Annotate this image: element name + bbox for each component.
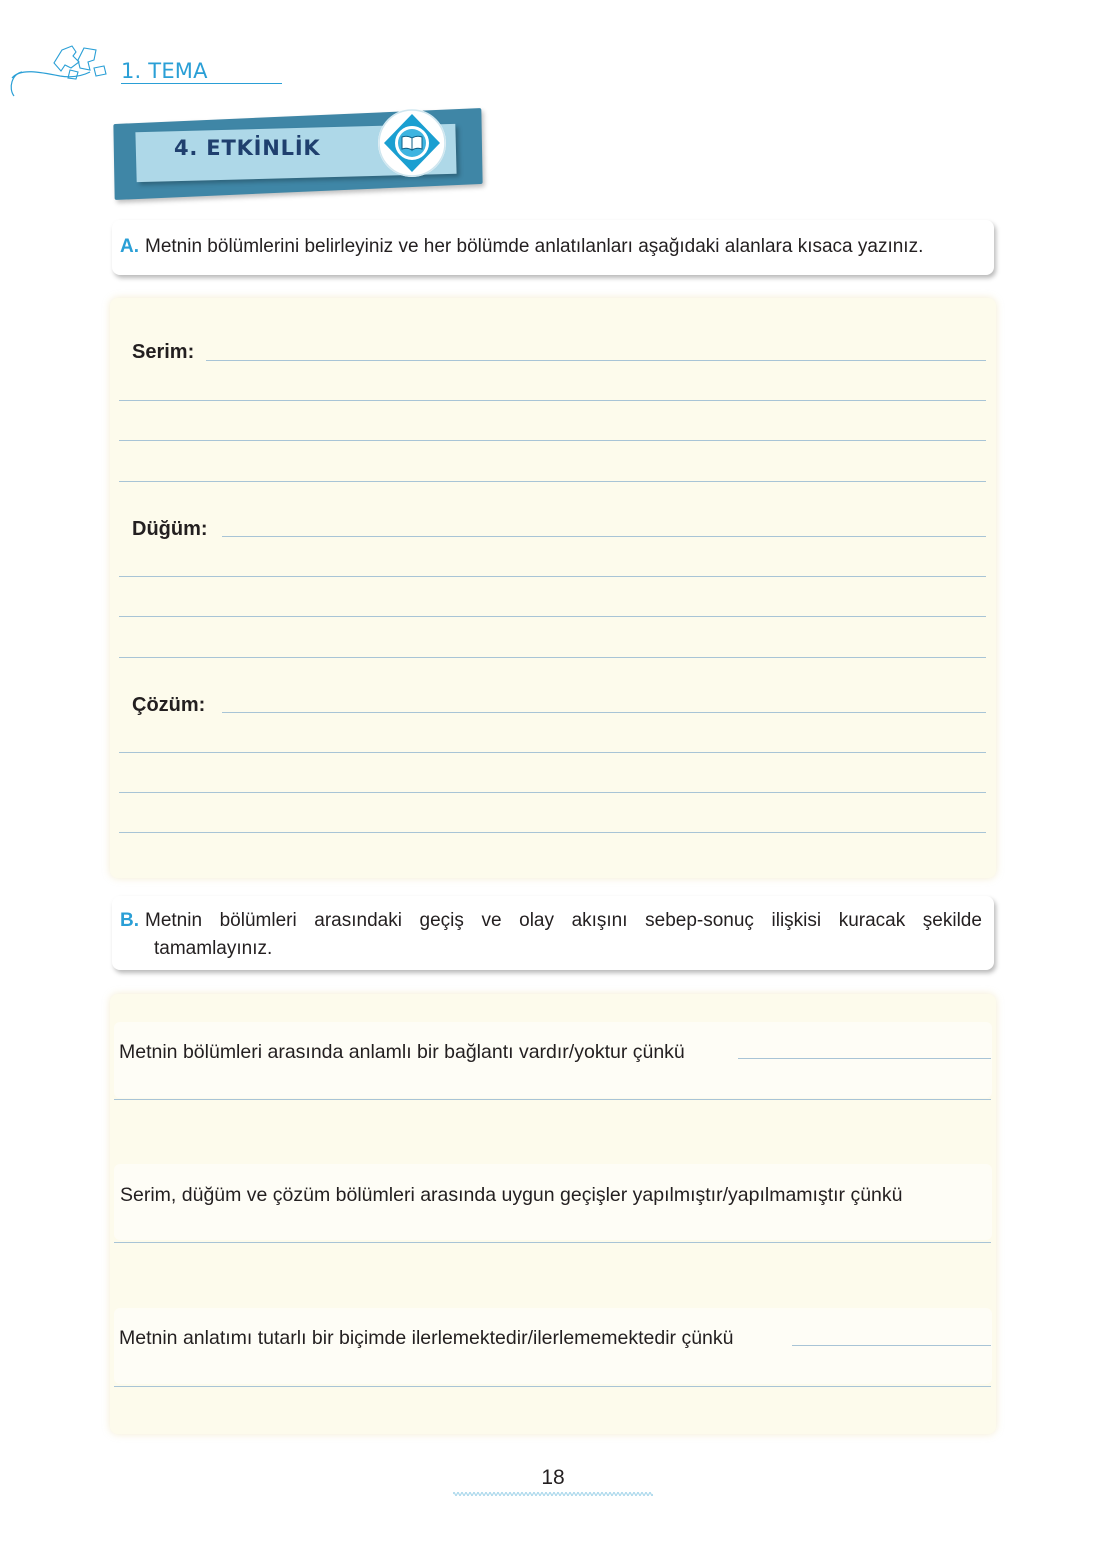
instruction-b-word: kuracak <box>838 910 906 931</box>
instruction-a-letter: A. <box>120 236 139 257</box>
answer-line[interactable] <box>114 1386 991 1387</box>
instruction-b-letter: B. <box>120 910 139 931</box>
answer-line[interactable] <box>114 1099 991 1100</box>
instruction-b <box>112 896 994 970</box>
answer-line[interactable] <box>119 616 986 617</box>
theme-label: 1. TEMA <box>121 59 208 83</box>
answer-line[interactable] <box>119 576 986 577</box>
instruction-a-text: Metnin bölümlerini belirleyiniz ve her bölümde anlatılanları aşağıdaki alanlara kısaca yazınız. <box>145 236 924 257</box>
wave-decoration <box>453 1490 653 1498</box>
instruction-b-word: sebep-sonuç <box>645 910 754 931</box>
instruction-b-word: geçiş <box>419 910 464 931</box>
instruction-a <box>112 220 994 275</box>
field-label-cozum: Çözüm: <box>132 694 206 716</box>
instruction-b-word: şekilde <box>922 910 982 931</box>
answer-line[interactable] <box>119 440 986 441</box>
answer-line[interactable] <box>738 1058 991 1059</box>
instruction-b-word: ilişkisi <box>771 910 822 931</box>
book-icon <box>374 108 450 180</box>
instruction-b-word: ve <box>481 910 502 931</box>
instruction-b-line2: tamamlayınız. <box>154 938 273 959</box>
prompt-text-3: Metnin anlatımı tutarlı bir biçimde ilerlemektedir/ilerlememektedir çünkü <box>119 1327 734 1349</box>
answer-panel-a <box>110 298 996 878</box>
page-number: 18 <box>541 1466 565 1489</box>
answer-line[interactable] <box>206 360 986 361</box>
answer-line[interactable] <box>119 481 986 482</box>
activity-banner <box>110 108 490 204</box>
answer-line[interactable] <box>119 400 986 401</box>
answer-line[interactable] <box>119 657 986 658</box>
field-label-dugum: Düğüm: <box>132 518 208 540</box>
theme-underline <box>121 83 282 84</box>
answer-line[interactable] <box>222 712 986 713</box>
instruction-b-word: Metnin <box>145 910 203 931</box>
instruction-b-word: olay <box>519 910 554 931</box>
answer-line[interactable] <box>119 832 986 833</box>
prompt-text-2: Serim, düğüm ve çözüm bölümleri arasında uygun geçişler yapılmıştır/yapılmamıştır çünkü <box>120 1184 903 1206</box>
puzzle-icon <box>0 38 120 108</box>
instruction-b-word: bölümleri <box>219 910 297 931</box>
instruction-b-word: arasındaki <box>314 910 402 931</box>
theme-header <box>0 38 290 108</box>
answer-line[interactable] <box>792 1345 991 1346</box>
answer-line[interactable] <box>222 536 986 537</box>
answer-line[interactable] <box>119 792 986 793</box>
answer-line[interactable] <box>119 752 986 753</box>
instruction-b-line1 <box>120 907 982 935</box>
instruction-b-word: akışını <box>571 910 628 931</box>
field-label-serim: Serim: <box>132 341 195 363</box>
answer-line[interactable] <box>114 1242 991 1243</box>
prompt-text-1: Metnin bölümleri arasında anlamlı bir bağlantı vardır/yoktur çünkü <box>119 1041 685 1063</box>
activity-title: 4. ETKİNLİK <box>174 136 321 160</box>
